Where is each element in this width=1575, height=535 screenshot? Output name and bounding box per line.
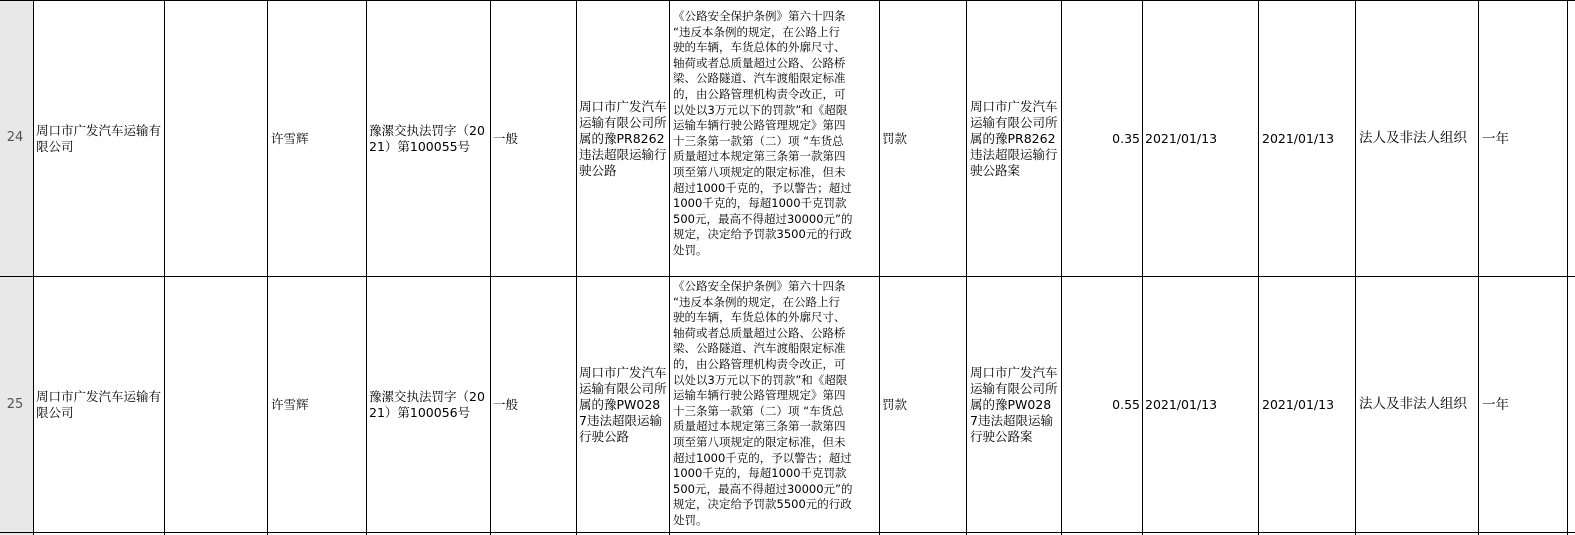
cell-legal-basis[interactable]: 《公路安全保护条例》第六十四条 “违反本条例的规定，在公路上行 驶的车辆，车货总体的外廓尺寸、 轴荷或者总质量超过公路、公路桥 梁、公路隧道、汽车渡船限定标准 的，由公路管理机构责令改正，可 以处以3万元以下的罚款”和《超限 运输车辆行驶公路管理规定》第四 十三条第一款第（二）项 “车货总 质量超过本规定第三条第一款第四 项至第八项规定的限定标准，但未 超过1000千克的，予以警告；超过 1000千克的，每超1000千克罚款 500元，最高不得超过30000元”的 规定，决定给予罚款3500元的行政 处罚。 — [673, 9, 853, 257]
cell-violation[interactable]: 周口市广发汽车运输有限公司所属的豫PW0287违法超限运输行驶公路 — [579, 364, 667, 444]
row-number[interactable]: 24 — [6, 130, 24, 145]
cell-penalty-content[interactable]: 周口市广发汽车运输有限公司所属的豫PR8262违法超限运输行驶公路案 — [970, 98, 1058, 178]
cell-violation[interactable]: 周口市广发汽车运输有限公司所属的豫PR8262违法超限运输行驶公路 — [579, 98, 667, 178]
cell-case-type[interactable]: 一般 — [493, 396, 519, 412]
cell-period[interactable]: 一年 — [1482, 396, 1509, 413]
cell-person[interactable]: 许雪辉 — [271, 130, 309, 146]
cell-doc-no[interactable]: 豫漯交执法罚字（2021）第100056号 — [369, 388, 485, 420]
cell-period[interactable]: 一年 — [1482, 130, 1509, 147]
cell-doc-no[interactable]: 豫漯交执法罚字（2021）第100055号 — [369, 122, 485, 154]
cell-legal-basis[interactable]: 《公路安全保护条例》第六十四条 “违反本条例的规定，在公路上行 驶的车辆，车货总体的外廓尺寸、 轴荷或者总质量超过公路、公路桥 梁、公路隧道、汽车渡船限定标准 的，由公路管理机构责令改正，可 以处以3万元以下的罚款”和《超限 运输车辆行驶公路管理规定》第四 十三条第一款第（二）项 “车货总 质量超过本规定第三条第一款第四 项至第八项规定的限定标准，但未 超过1000千克的，予以警告；超过 1000千克的，每超1000千克罚款 500元，最高不得超过30000元”的 规定，决定给予罚款5500元的行政 处罚。 — [673, 279, 853, 527]
cell-category[interactable]: 法人及非法人组织 — [1359, 130, 1467, 146]
cell-decision-date[interactable]: 2021/01/13 — [1145, 396, 1218, 412]
cell-category[interactable]: 法人及非法人组织 — [1359, 396, 1467, 412]
cell-penalty-type[interactable]: 罚款 — [882, 396, 908, 412]
cell-person[interactable]: 许雪辉 — [271, 396, 309, 412]
cell-penalty-content[interactable]: 周口市广发汽车运输有限公司所属的豫PW0287违法超限运输行驶公路案 — [970, 364, 1058, 444]
cell-case-type[interactable]: 一般 — [493, 130, 519, 146]
cell-amount[interactable]: 0.35 — [1112, 130, 1140, 146]
cell-party-name[interactable]: 周口市广发汽车运输有限公司 — [36, 122, 162, 154]
cell-party-name[interactable]: 周口市广发汽车运输有限公司 — [36, 388, 162, 420]
cell-amount[interactable]: 0.55 — [1112, 396, 1140, 412]
cell-publish-date[interactable]: 2021/01/13 — [1262, 396, 1335, 412]
cell-legal-rep[interactable] — [167, 1, 265, 276]
cell-legal-rep[interactable] — [167, 277, 265, 532]
cell-publish-date[interactable]: 2021/01/13 — [1262, 130, 1335, 146]
cell-decision-date[interactable]: 2021/01/13 — [1145, 130, 1218, 146]
cell-penalty-type[interactable]: 罚款 — [882, 130, 908, 146]
row-number[interactable]: 25 — [6, 397, 24, 412]
